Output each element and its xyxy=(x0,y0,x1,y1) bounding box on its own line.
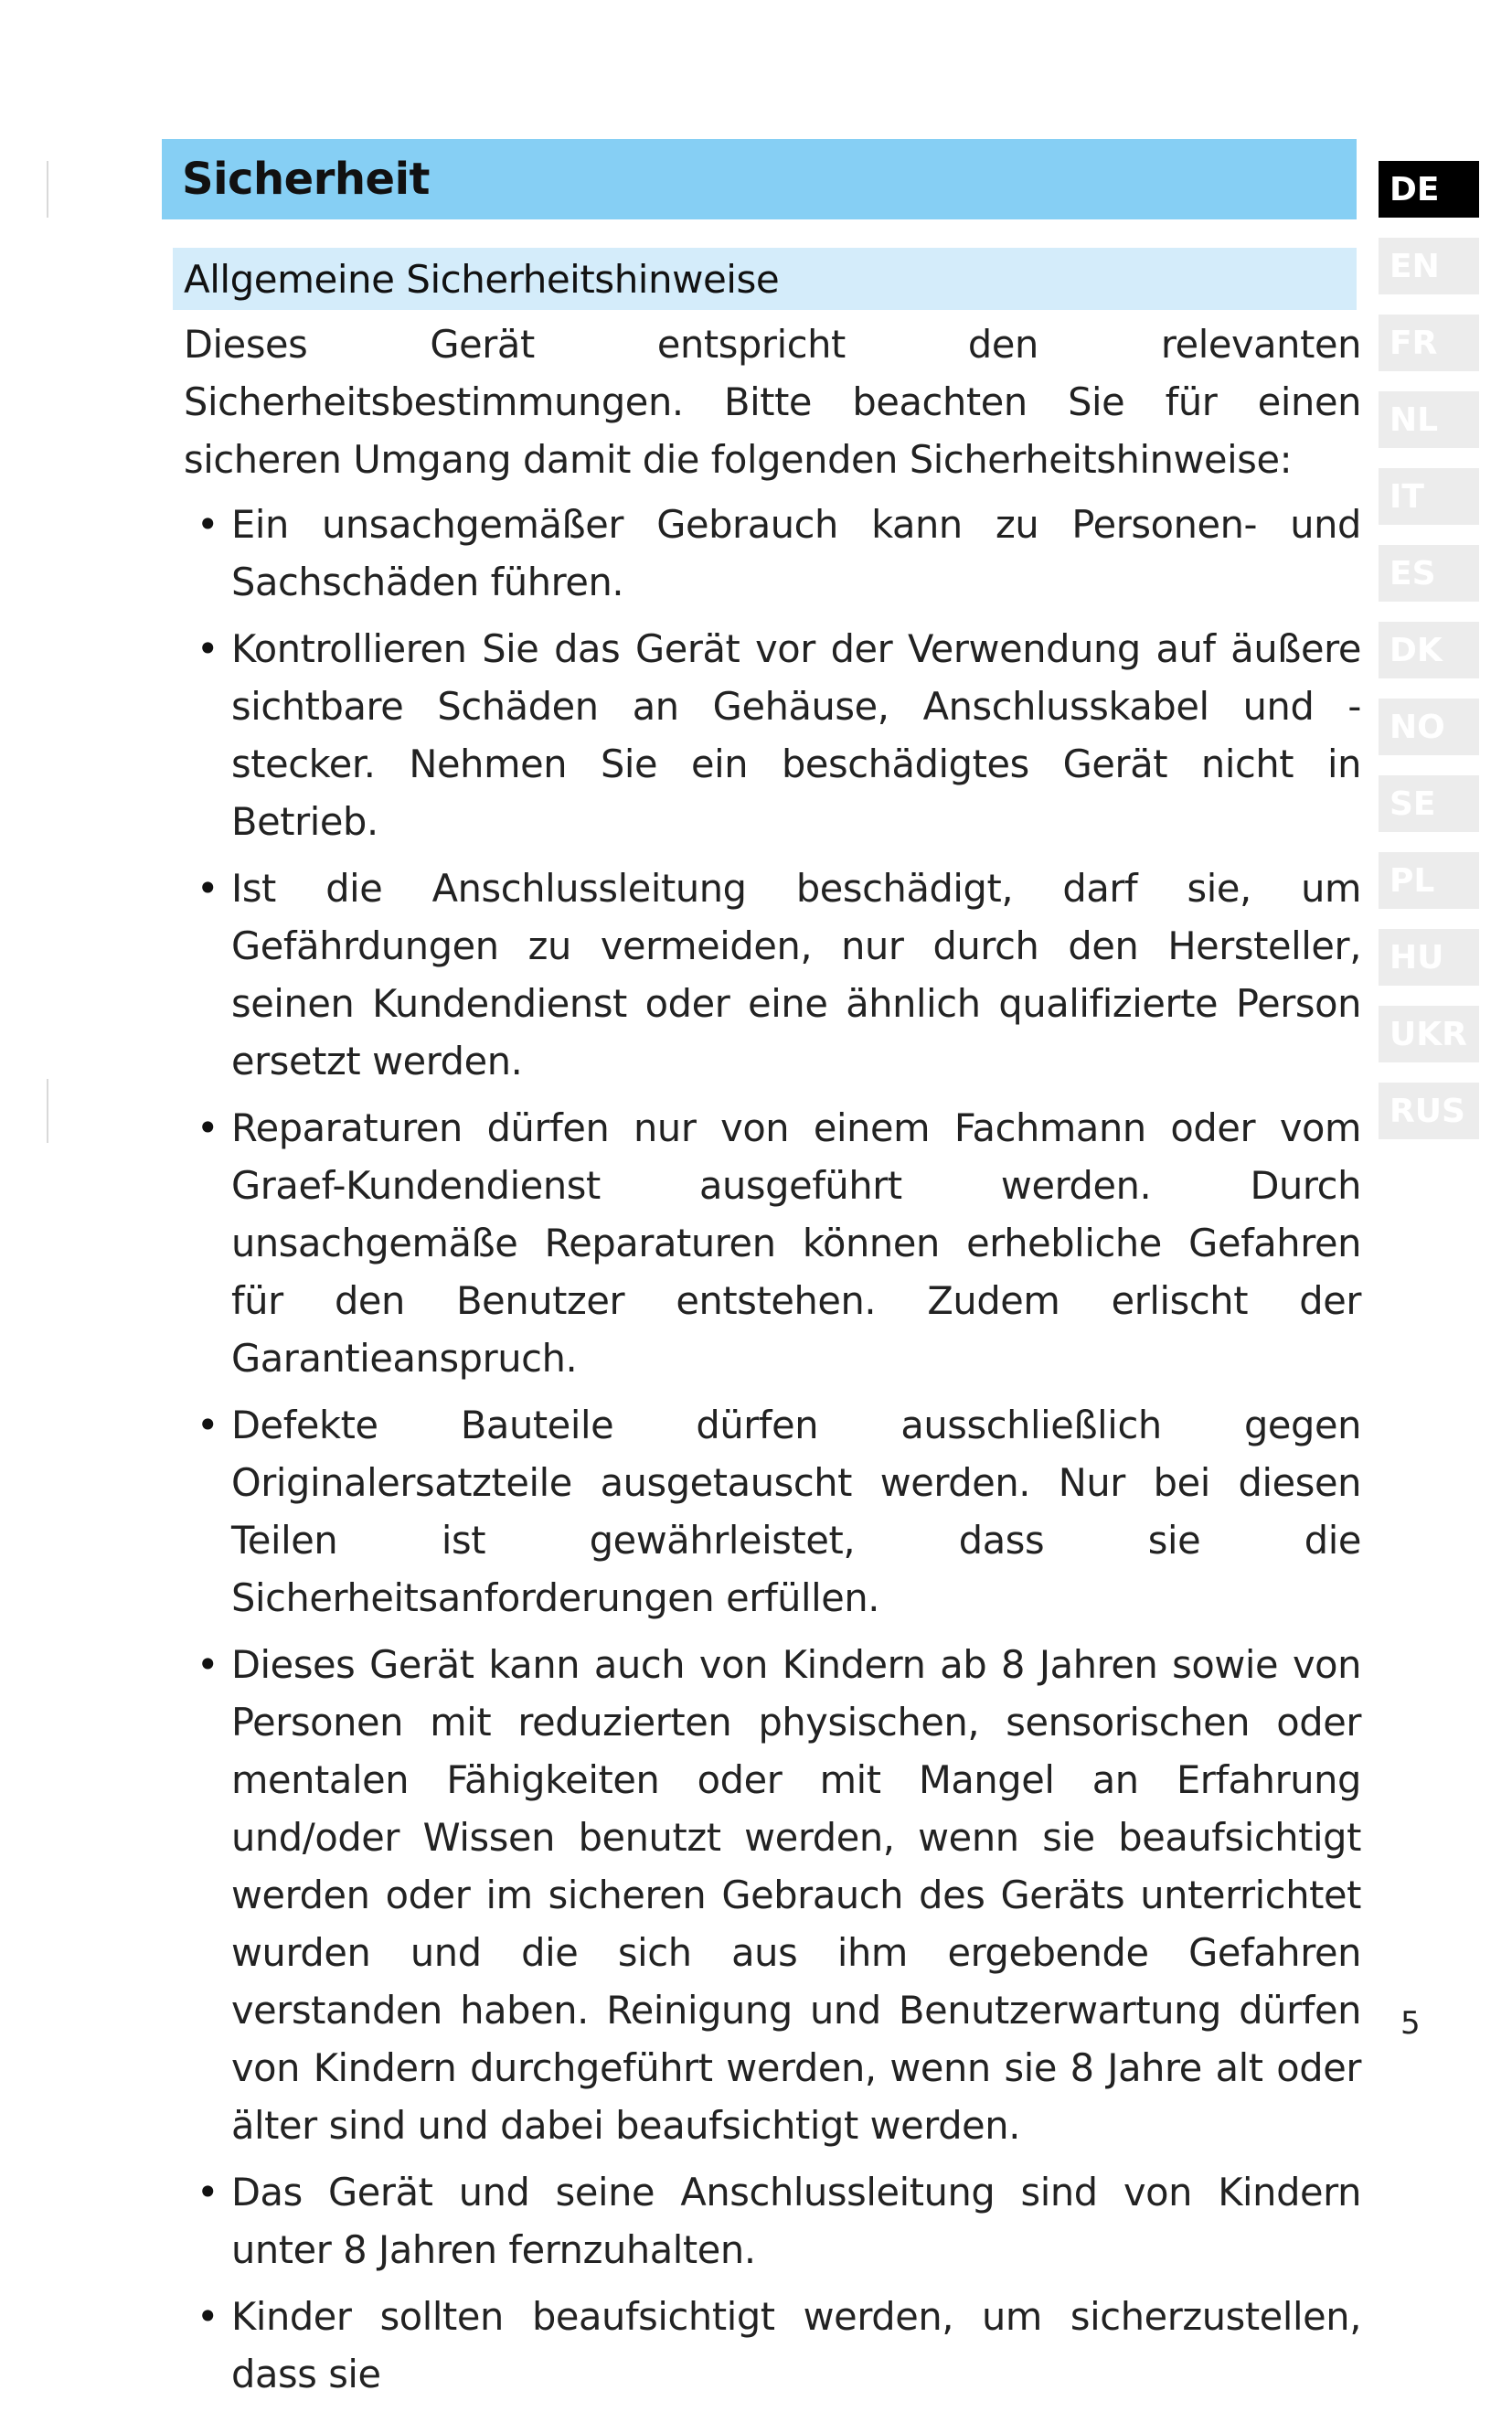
lang-tab-pl[interactable]: PL xyxy=(1379,852,1479,909)
safety-item: • Das Gerät und seine Anschlussleitung sind von Kindern unter 8 Jahren fernzuhalten. xyxy=(184,2163,1361,2279)
language-tabs xyxy=(1379,161,1479,1159)
safety-item: • Kinder sollten beaufsichtigt werden, um sicherzustellen, dass sie xyxy=(184,2288,1361,2403)
lang-tab-it[interactable]: IT xyxy=(1379,468,1479,525)
safety-item: • Kontrollieren Sie das Gerät vor der Verwendung auf äußere sichtbare Schäden an Gehäuse, Anschlusskabel und -stecker. Nehmen Sie ein beschädigtes Gerät nicht in Betrieb. xyxy=(184,620,1361,850)
lang-tab-dk[interactable]: DK xyxy=(1379,622,1479,678)
lang-tab-es[interactable]: ES xyxy=(1379,545,1479,602)
safety-content xyxy=(184,315,1361,2412)
lang-tab-nl[interactable]: NL xyxy=(1379,391,1479,448)
page-number: 5 xyxy=(1400,2005,1421,2042)
safety-item: • Reparaturen dürfen nur von einem Fachmann oder vom Graef-Kundendienst ausgeführt werden. Durch unsachgemäße Reparaturen können erhebliche Gefahren für den Benutzer entstehen. Zudem erlischt der Garantieanspruch. xyxy=(184,1099,1361,1387)
safety-list xyxy=(184,496,1361,2403)
lang-tab-hu[interactable]: HU xyxy=(1379,929,1479,986)
left-margin-mark-lower xyxy=(47,1079,48,1143)
lang-tab-ukr[interactable]: UKR xyxy=(1379,1006,1479,1062)
lang-tab-rus[interactable]: RUS xyxy=(1379,1083,1479,1139)
section-title-bar xyxy=(162,139,1357,219)
lang-tab-se[interactable]: SE xyxy=(1379,775,1479,832)
lang-tab-en[interactable]: EN xyxy=(1379,238,1479,294)
subsection-title: Allgemeine Sicherheitshinweise xyxy=(184,256,780,302)
safety-item: • Ein unsachgemäßer Gebrauch kann zu Personen- und Sachschäden führen. xyxy=(184,496,1361,611)
safety-item: • Defekte Bauteile dürfen ausschließlich gegen Originalersatzteile ausgetauscht werden. Nur bei diesen Teilen ist gewährleistet, dass sie die Sicherheitsanforderungen erfüllen. xyxy=(184,1396,1361,1627)
lang-tab-de[interactable]: DE xyxy=(1379,161,1479,218)
lang-tab-fr[interactable]: FR xyxy=(1379,315,1479,371)
subsection-title-bar xyxy=(173,248,1357,310)
safety-item: • Ist die Anschlussleitung beschädigt, darf sie, um Gefährdungen zu vermeiden, nur durch den Hersteller, seinen Kundendienst oder eine ähnlich qualifizierte Person ersetzt werden. xyxy=(184,859,1361,1090)
safety-item: • Dieses Gerät kann auch von Kindern ab 8 Jahren sowie von Personen mit reduzierten physischen, sensorischen oder mentalen Fähigkeiten oder mit Mangel an Erfahrung und/oder Wissen benutzt werden, wenn sie beaufsichtigt werden oder im sicheren Gebrauch des Geräts unterrichtet wurden und die sich aus ihm ergebende Gefahren verstanden haben. Reinigung und Benutzerwartung dürfen von Kindern durchgeführt werden, wenn sie 8 Jahre alt oder älter sind und dabei beaufsichtigt werden. xyxy=(184,1636,1361,2154)
intro-paragraph: Dieses Gerät entspricht den relevanten Sicherheitsbestimmungen. Bitte beachten Sie für einen sicheren Umgang damit die folgenden Sicherheitshinweise: xyxy=(184,322,1361,482)
lang-tab-no[interactable]: NO xyxy=(1379,699,1479,755)
section-title: Sicherheit xyxy=(182,154,430,205)
left-margin-mark xyxy=(47,161,48,218)
